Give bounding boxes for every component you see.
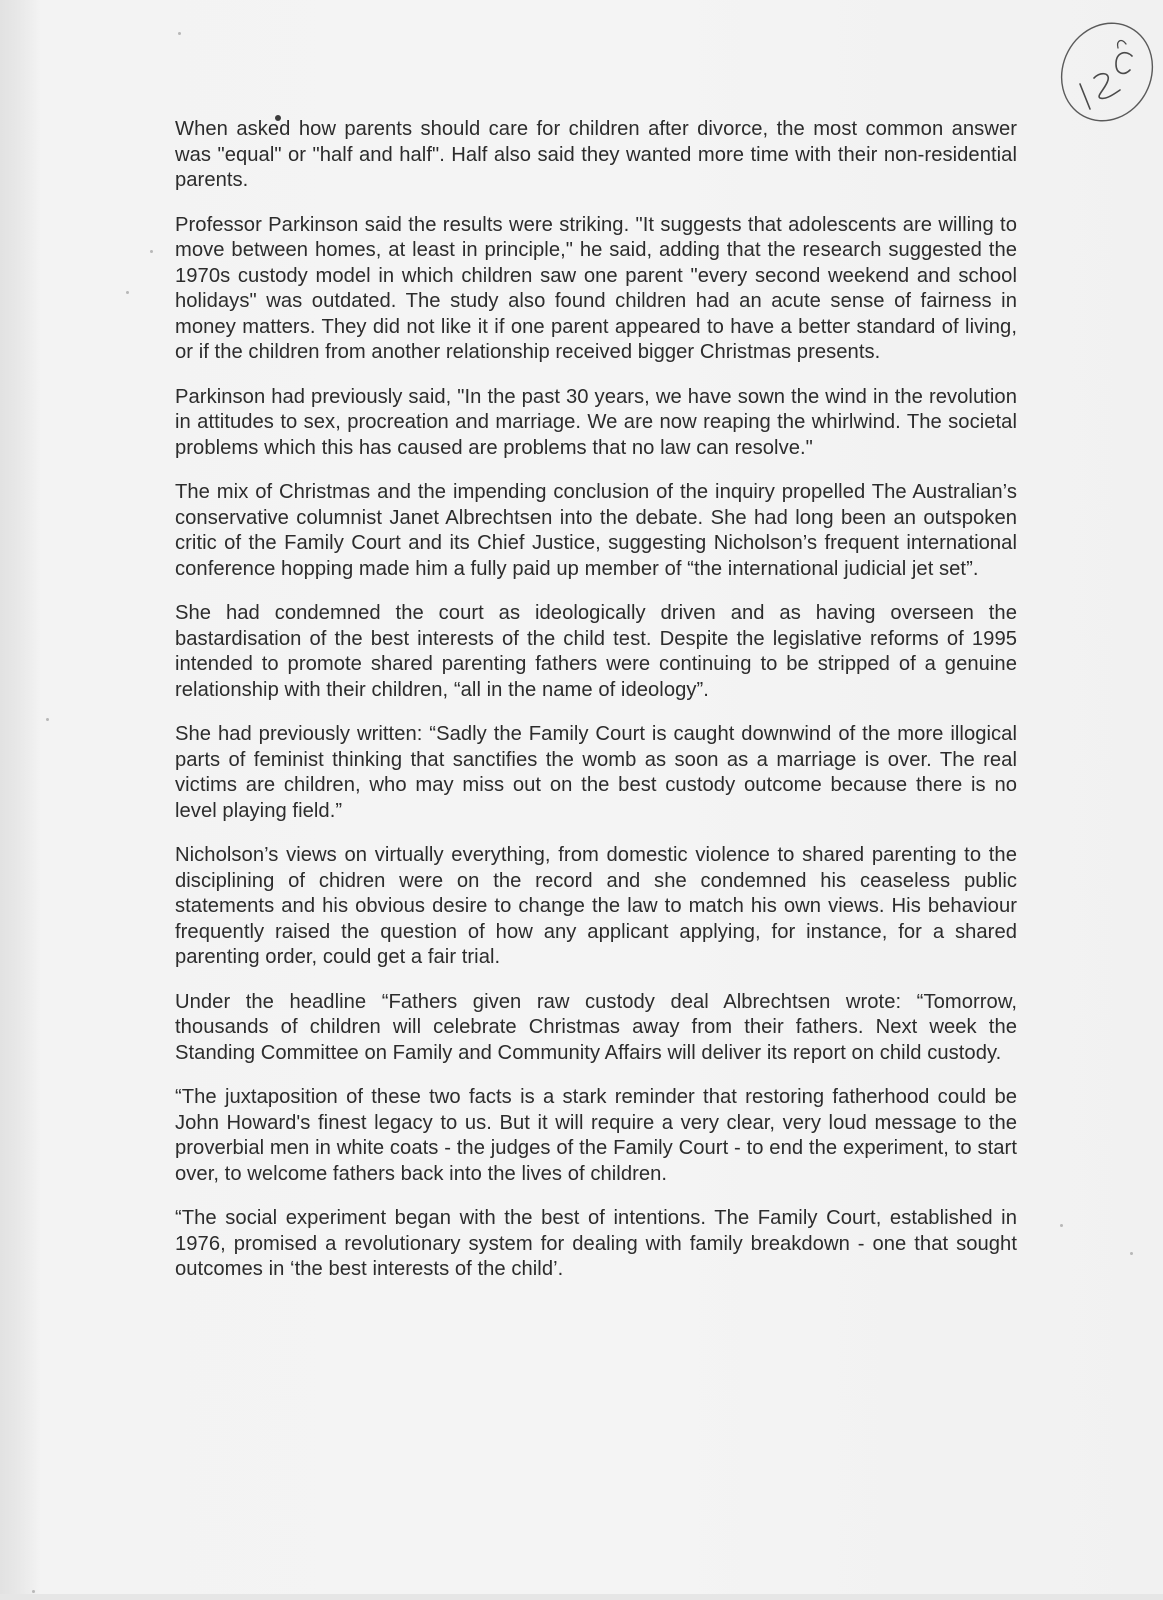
article-paragraph: She had previously written: “Sadly the Family Court is caught downwind of the more illogical parts of feminist thinking that sanctifies the womb as soon as a marriage is over. The real victims are children, who may miss out on the best custody outcome because there is no level playing field.” (175, 723, 1017, 822)
article-body (175, 117, 1017, 1302)
scan-bottom-edge (0, 1594, 1163, 1600)
paper-speck (126, 291, 129, 294)
article-paragraph: The mix of Christmas and the impending conclusion of the inquiry propelled The Australian’s conservative columnist Janet Albrechtsen into the debate. She had long been an outspoken critic of the Family Court and its Chief Justice, suggesting Nicholson’s frequent international conference hopping made him a fully paid up member of “the international judicial jet set”. (175, 481, 1017, 580)
scan-edge-shadow (0, 0, 40, 1600)
article-paragraph: “The juxtaposition of these two facts is a stark reminder that restoring fatherhood could be John Howard's finest legacy to us. But it will require a very clear, very loud message to the proverbial men in white coats - the judges of the Family Court - to end the experiment, to start over, to welcome fathers back into the lives of children. (175, 1086, 1017, 1185)
handwritten-page-number (1056, 14, 1158, 130)
article-paragraph: Under the headline “Fathers given raw custody deal Albrechtsen wrote: “Tomorrow, thousands of children will celebrate Christmas away from their fathers. Next week the Standing Committee on Family and Community Affairs will deliver its report on child custody. (175, 990, 1017, 1064)
paper-speck (1130, 1252, 1133, 1255)
handwritten-note-drawing (1056, 14, 1158, 130)
paper-speck (150, 250, 153, 253)
article-paragraph: When asked how parents should care for children after divorce, the most common answer was "equal" or "half and half". Half also said they wanted more time with their non-residential parents. (175, 118, 1017, 191)
article-paragraph: Professor Parkinson said the results were striking. "It suggests that adolescents are willing to move between homes, at least in principle," he said, adding that the research suggested the 1970s custody model in which children saw one parent "every second weekend and school holidays" was outdated. The study also found children had an acute sense of fairness in money matters. They did not like it if one parent appeared to have a better standard of living, or if the children from another relationship received bigger Christmas presents. (175, 213, 1017, 363)
article-paragraph: She had condemned the court as ideologically driven and as having overseen the bastardisation of the best interests of the child test. Despite the legislative reforms of 1995 intended to promote shared parenting fathers were continuing to be stripped of a genuine relationship with their children, “all in the name of ideology”. (175, 602, 1017, 701)
paper-speck (1060, 1224, 1063, 1227)
article-paragraph: “The social experiment began with the best of intentions. The Family Court, established in 1976, promised a revolutionary system for dealing with family breakdown - one that sought outcomes in ‘the best interests of the child’. (175, 1207, 1017, 1280)
article-paragraph: Parkinson had previously said, "In the past 30 years, we have sown the wind in the revolution in attitudes to sex, procreation and marriage. We are now reaping the whirlwind. The societal problems which this has caused are problems that no law can resolve." (175, 385, 1017, 459)
paper-speck (46, 718, 49, 721)
article-paragraph: Nicholson’s views on virtually everything, from domestic violence to shared parenting to the disciplining of chidren were on the record and she condemned his ceaseless public statements and his obvious desire to change the law to match his own views. His behaviour frequently raised the question of how any applicant applying, for instance, for a shared parenting order, could get a fair trial. (175, 844, 1017, 968)
paper-speck (178, 32, 181, 35)
paper-speck (32, 1590, 35, 1593)
